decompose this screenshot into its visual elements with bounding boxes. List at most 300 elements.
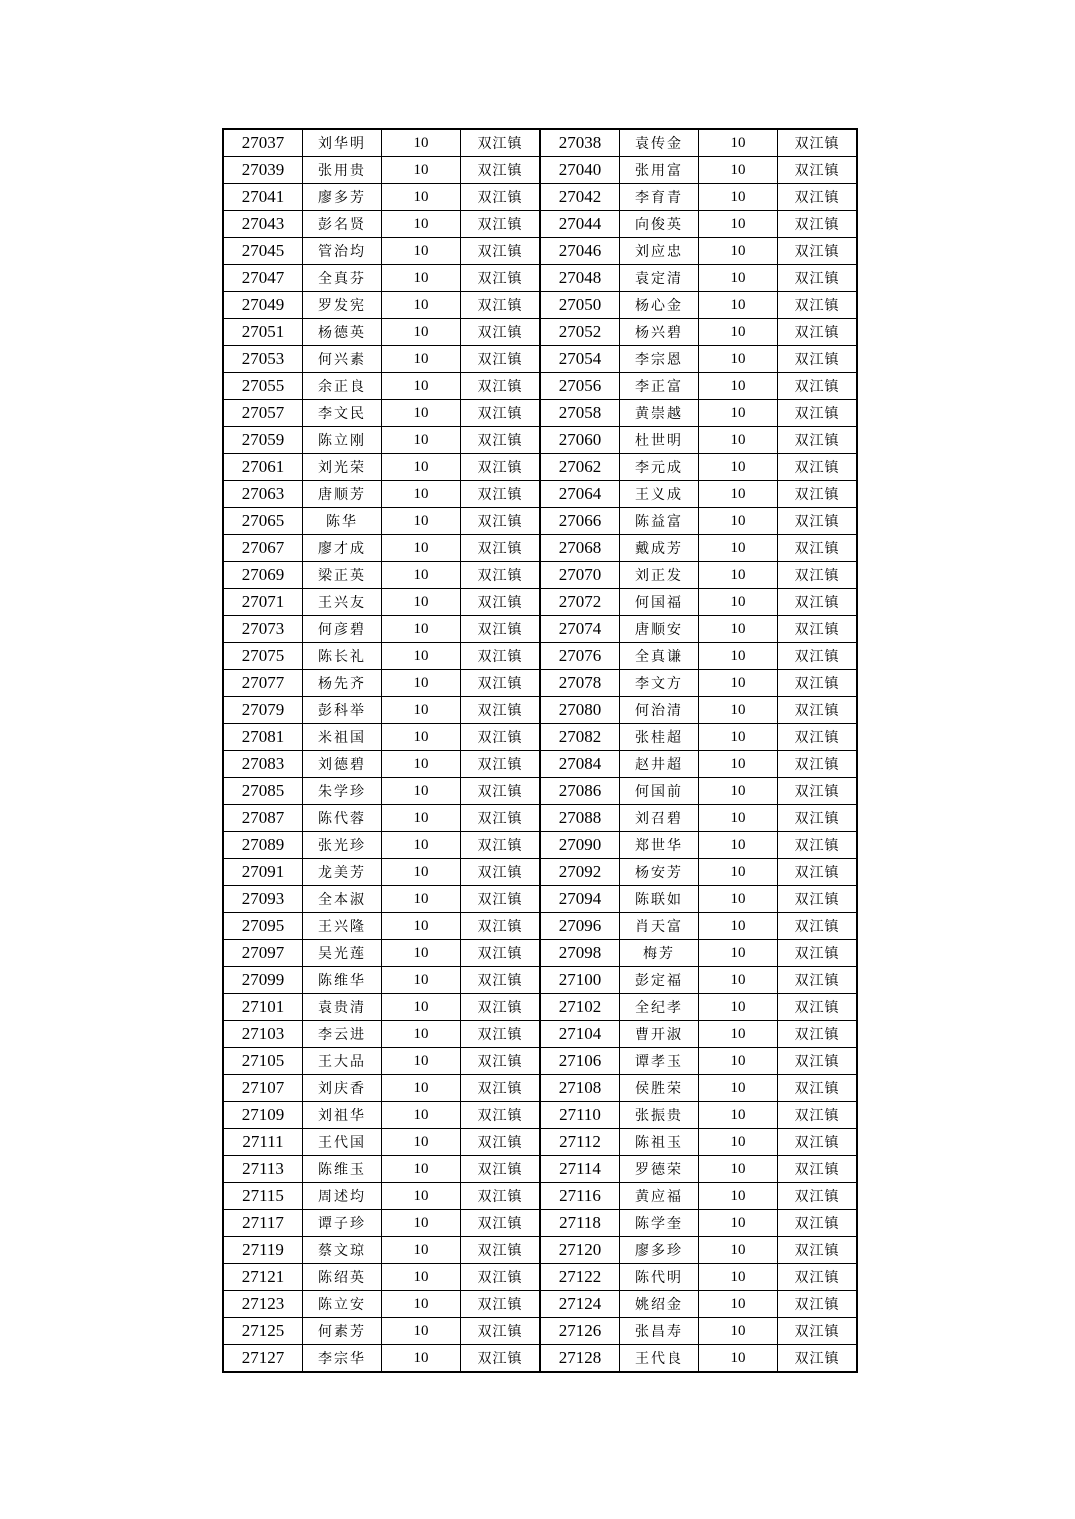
- table-row: [223, 184, 857, 211]
- right-town-cell: 双江镇: [778, 400, 858, 427]
- table-row: [223, 1264, 857, 1291]
- right-id-cell: 27088: [540, 805, 620, 832]
- right-town-cell: 双江镇: [778, 1291, 858, 1318]
- left-id-cell: 27101: [223, 994, 303, 1021]
- left-name-cell: 全本淑: [303, 886, 382, 913]
- table-row: [223, 643, 857, 670]
- left-name-cell: 刘庆香: [303, 1075, 382, 1102]
- left-town-cell: 双江镇: [461, 724, 541, 751]
- right-name-cell: 张昌寿: [620, 1318, 699, 1345]
- left-town-cell: 双江镇: [461, 1318, 541, 1345]
- left-id-cell: 27087: [223, 805, 303, 832]
- right-id-cell: 27102: [540, 994, 620, 1021]
- left-town-cell: 双江镇: [461, 1264, 541, 1291]
- right-id-cell: 27052: [540, 319, 620, 346]
- left-name-cell: 陈维玉: [303, 1156, 382, 1183]
- right-id-cell: 27094: [540, 886, 620, 913]
- table-row: [223, 292, 857, 319]
- left-amount-cell: 10: [382, 481, 461, 508]
- left-amount-cell: 10: [382, 1264, 461, 1291]
- right-name-cell: 杨兴碧: [620, 319, 699, 346]
- left-name-cell: 陈代蓉: [303, 805, 382, 832]
- right-amount-cell: 10: [699, 1237, 778, 1264]
- left-amount-cell: 10: [382, 616, 461, 643]
- left-name-cell: 全真芬: [303, 265, 382, 292]
- right-name-cell: 刘正发: [620, 562, 699, 589]
- left-amount-cell: 10: [382, 1102, 461, 1129]
- left-id-cell: 27057: [223, 400, 303, 427]
- left-town-cell: 双江镇: [461, 1291, 541, 1318]
- right-id-cell: 27108: [540, 1075, 620, 1102]
- right-name-cell: 陈联如: [620, 886, 699, 913]
- left-id-cell: 27121: [223, 1264, 303, 1291]
- left-town-cell: 双江镇: [461, 994, 541, 1021]
- left-town-cell: 双江镇: [461, 1237, 541, 1264]
- left-name-cell: 余正良: [303, 373, 382, 400]
- left-id-cell: 27069: [223, 562, 303, 589]
- left-id-cell: 27047: [223, 265, 303, 292]
- left-name-cell: 何彦碧: [303, 616, 382, 643]
- right-id-cell: 27090: [540, 832, 620, 859]
- right-amount-cell: 10: [699, 967, 778, 994]
- right-id-cell: 27100: [540, 967, 620, 994]
- left-amount-cell: 10: [382, 886, 461, 913]
- right-id-cell: 27068: [540, 535, 620, 562]
- right-town-cell: 双江镇: [778, 1318, 858, 1345]
- right-town-cell: 双江镇: [778, 454, 858, 481]
- left-town-cell: 双江镇: [461, 805, 541, 832]
- right-amount-cell: 10: [699, 589, 778, 616]
- left-id-cell: 27105: [223, 1048, 303, 1075]
- table-row: [223, 1345, 857, 1373]
- right-amount-cell: 10: [699, 913, 778, 940]
- left-town-cell: 双江镇: [461, 1048, 541, 1075]
- right-id-cell: 27080: [540, 697, 620, 724]
- right-name-cell: 李宗恩: [620, 346, 699, 373]
- left-id-cell: 27107: [223, 1075, 303, 1102]
- right-id-cell: 27050: [540, 292, 620, 319]
- right-id-cell: 27084: [540, 751, 620, 778]
- table-row: [223, 751, 857, 778]
- right-amount-cell: 10: [699, 1021, 778, 1048]
- right-town-cell: 双江镇: [778, 562, 858, 589]
- left-name-cell: 陈长礼: [303, 643, 382, 670]
- right-name-cell: 黄崇越: [620, 400, 699, 427]
- left-id-cell: 27119: [223, 1237, 303, 1264]
- table-row: [223, 1210, 857, 1237]
- right-name-cell: 袁定清: [620, 265, 699, 292]
- right-amount-cell: 10: [699, 1129, 778, 1156]
- right-town-cell: 双江镇: [778, 859, 858, 886]
- left-amount-cell: 10: [382, 319, 461, 346]
- left-amount-cell: 10: [382, 562, 461, 589]
- right-id-cell: 27098: [540, 940, 620, 967]
- right-id-cell: 27104: [540, 1021, 620, 1048]
- table-row: [223, 319, 857, 346]
- left-name-cell: 刘德碧: [303, 751, 382, 778]
- right-town-cell: 双江镇: [778, 427, 858, 454]
- table-row: [223, 373, 857, 400]
- left-amount-cell: 10: [382, 346, 461, 373]
- right-amount-cell: 10: [699, 832, 778, 859]
- right-name-cell: 陈代明: [620, 1264, 699, 1291]
- left-id-cell: 27075: [223, 643, 303, 670]
- left-id-cell: 27051: [223, 319, 303, 346]
- right-town-cell: 双江镇: [778, 913, 858, 940]
- left-town-cell: 双江镇: [461, 427, 541, 454]
- right-id-cell: 27054: [540, 346, 620, 373]
- roster-table: [222, 128, 858, 1373]
- left-name-cell: 谭子珍: [303, 1210, 382, 1237]
- left-id-cell: 27071: [223, 589, 303, 616]
- table-row: [223, 211, 857, 238]
- left-town-cell: 双江镇: [461, 643, 541, 670]
- left-amount-cell: 10: [382, 508, 461, 535]
- right-amount-cell: 10: [699, 697, 778, 724]
- right-id-cell: 27122: [540, 1264, 620, 1291]
- right-id-cell: 27128: [540, 1345, 620, 1373]
- left-id-cell: 27081: [223, 724, 303, 751]
- left-town-cell: 双江镇: [461, 886, 541, 913]
- left-id-cell: 27065: [223, 508, 303, 535]
- right-id-cell: 27058: [540, 400, 620, 427]
- right-name-cell: 刘应忠: [620, 238, 699, 265]
- right-name-cell: 谭孝玉: [620, 1048, 699, 1075]
- left-amount-cell: 10: [382, 1183, 461, 1210]
- left-name-cell: 廖才成: [303, 535, 382, 562]
- left-name-cell: 梁正英: [303, 562, 382, 589]
- right-town-cell: 双江镇: [778, 481, 858, 508]
- right-amount-cell: 10: [699, 1210, 778, 1237]
- right-id-cell: 27086: [540, 778, 620, 805]
- left-town-cell: 双江镇: [461, 1102, 541, 1129]
- left-town-cell: 双江镇: [461, 1210, 541, 1237]
- right-town-cell: 双江镇: [778, 508, 858, 535]
- left-amount-cell: 10: [382, 1156, 461, 1183]
- right-name-cell: 王义成: [620, 481, 699, 508]
- left-amount-cell: 10: [382, 859, 461, 886]
- right-town-cell: 双江镇: [778, 292, 858, 319]
- left-id-cell: 27117: [223, 1210, 303, 1237]
- table-row: [223, 481, 857, 508]
- table-row: [223, 454, 857, 481]
- left-id-cell: 27073: [223, 616, 303, 643]
- right-name-cell: 张桂超: [620, 724, 699, 751]
- right-amount-cell: 10: [699, 940, 778, 967]
- right-amount-cell: 10: [699, 778, 778, 805]
- left-amount-cell: 10: [382, 1129, 461, 1156]
- right-id-cell: 27116: [540, 1183, 620, 1210]
- left-town-cell: 双江镇: [461, 292, 541, 319]
- right-id-cell: 27074: [540, 616, 620, 643]
- right-name-cell: 杜世明: [620, 427, 699, 454]
- right-town-cell: 双江镇: [778, 535, 858, 562]
- table-row: [223, 157, 857, 184]
- left-amount-cell: 10: [382, 1237, 461, 1264]
- left-amount-cell: 10: [382, 1075, 461, 1102]
- left-id-cell: 27113: [223, 1156, 303, 1183]
- right-town-cell: 双江镇: [778, 211, 858, 238]
- right-amount-cell: 10: [699, 994, 778, 1021]
- right-town-cell: 双江镇: [778, 373, 858, 400]
- table-row: [223, 805, 857, 832]
- right-town-cell: 双江镇: [778, 1264, 858, 1291]
- left-name-cell: 何兴素: [303, 346, 382, 373]
- right-id-cell: 27076: [540, 643, 620, 670]
- table-row: [223, 1318, 857, 1345]
- right-amount-cell: 10: [699, 805, 778, 832]
- right-town-cell: 双江镇: [778, 670, 858, 697]
- left-id-cell: 27049: [223, 292, 303, 319]
- right-amount-cell: 10: [699, 427, 778, 454]
- left-id-cell: 27127: [223, 1345, 303, 1373]
- right-amount-cell: 10: [699, 211, 778, 238]
- right-id-cell: 27096: [540, 913, 620, 940]
- right-town-cell: 双江镇: [778, 643, 858, 670]
- left-name-cell: 刘祖华: [303, 1102, 382, 1129]
- left-id-cell: 27041: [223, 184, 303, 211]
- right-amount-cell: 10: [699, 1318, 778, 1345]
- right-town-cell: 双江镇: [778, 1129, 858, 1156]
- left-town-cell: 双江镇: [461, 1345, 541, 1373]
- left-amount-cell: 10: [382, 454, 461, 481]
- left-amount-cell: 10: [382, 697, 461, 724]
- right-town-cell: 双江镇: [778, 940, 858, 967]
- right-amount-cell: 10: [699, 265, 778, 292]
- left-amount-cell: 10: [382, 940, 461, 967]
- left-id-cell: 27079: [223, 697, 303, 724]
- left-name-cell: 王大品: [303, 1048, 382, 1075]
- roster-table-body: [223, 129, 857, 1372]
- right-name-cell: 向俊英: [620, 211, 699, 238]
- right-name-cell: 黄应福: [620, 1183, 699, 1210]
- right-amount-cell: 10: [699, 1291, 778, 1318]
- left-amount-cell: 10: [382, 751, 461, 778]
- right-town-cell: 双江镇: [778, 724, 858, 751]
- left-town-cell: 双江镇: [461, 1021, 541, 1048]
- left-id-cell: 27089: [223, 832, 303, 859]
- table-row: [223, 1075, 857, 1102]
- left-amount-cell: 10: [382, 400, 461, 427]
- left-name-cell: 唐顺芳: [303, 481, 382, 508]
- right-amount-cell: 10: [699, 751, 778, 778]
- right-town-cell: 双江镇: [778, 1210, 858, 1237]
- right-town-cell: 双江镇: [778, 994, 858, 1021]
- left-town-cell: 双江镇: [461, 859, 541, 886]
- right-town-cell: 双江镇: [778, 832, 858, 859]
- right-amount-cell: 10: [699, 535, 778, 562]
- table-row: [223, 1021, 857, 1048]
- right-amount-cell: 10: [699, 292, 778, 319]
- left-name-cell: 张用贵: [303, 157, 382, 184]
- left-id-cell: 27039: [223, 157, 303, 184]
- right-name-cell: 罗德荣: [620, 1156, 699, 1183]
- left-id-cell: 27099: [223, 967, 303, 994]
- right-id-cell: 27048: [540, 265, 620, 292]
- left-town-cell: 双江镇: [461, 751, 541, 778]
- left-name-cell: 李云进: [303, 1021, 382, 1048]
- table-row: [223, 427, 857, 454]
- right-amount-cell: 10: [699, 886, 778, 913]
- right-amount-cell: 10: [699, 1345, 778, 1373]
- right-id-cell: 27040: [540, 157, 620, 184]
- left-town-cell: 双江镇: [461, 238, 541, 265]
- right-town-cell: 双江镇: [778, 1183, 858, 1210]
- right-amount-cell: 10: [699, 454, 778, 481]
- left-id-cell: 27109: [223, 1102, 303, 1129]
- left-name-cell: 管治均: [303, 238, 382, 265]
- left-name-cell: 杨先齐: [303, 670, 382, 697]
- right-id-cell: 27112: [540, 1129, 620, 1156]
- left-amount-cell: 10: [382, 913, 461, 940]
- table-row: [223, 238, 857, 265]
- left-amount-cell: 10: [382, 643, 461, 670]
- right-amount-cell: 10: [699, 184, 778, 211]
- right-name-cell: 廖多珍: [620, 1237, 699, 1264]
- right-name-cell: 杨心金: [620, 292, 699, 319]
- left-name-cell: 何素芳: [303, 1318, 382, 1345]
- left-amount-cell: 10: [382, 211, 461, 238]
- left-amount-cell: 10: [382, 1210, 461, 1237]
- right-town-cell: 双江镇: [778, 751, 858, 778]
- left-amount-cell: 10: [382, 129, 461, 157]
- left-name-cell: 廖多芳: [303, 184, 382, 211]
- left-town-cell: 双江镇: [461, 129, 541, 157]
- left-amount-cell: 10: [382, 1345, 461, 1373]
- right-town-cell: 双江镇: [778, 1102, 858, 1129]
- table-row: [223, 129, 857, 157]
- left-town-cell: 双江镇: [461, 535, 541, 562]
- left-town-cell: 双江镇: [461, 913, 541, 940]
- right-amount-cell: 10: [699, 1183, 778, 1210]
- right-name-cell: 何国前: [620, 778, 699, 805]
- left-id-cell: 27085: [223, 778, 303, 805]
- left-town-cell: 双江镇: [461, 346, 541, 373]
- right-name-cell: 彭定福: [620, 967, 699, 994]
- right-amount-cell: 10: [699, 670, 778, 697]
- left-name-cell: 陈绍英: [303, 1264, 382, 1291]
- left-town-cell: 双江镇: [461, 481, 541, 508]
- right-amount-cell: 10: [699, 346, 778, 373]
- right-name-cell: 何治清: [620, 697, 699, 724]
- left-id-cell: 27111: [223, 1129, 303, 1156]
- right-town-cell: 双江镇: [778, 1048, 858, 1075]
- left-name-cell: 刘华明: [303, 129, 382, 157]
- right-town-cell: 双江镇: [778, 697, 858, 724]
- left-amount-cell: 10: [382, 1048, 461, 1075]
- right-name-cell: 曹开淑: [620, 1021, 699, 1048]
- right-amount-cell: 10: [699, 238, 778, 265]
- right-amount-cell: 10: [699, 562, 778, 589]
- left-id-cell: 27093: [223, 886, 303, 913]
- left-id-cell: 27115: [223, 1183, 303, 1210]
- left-town-cell: 双江镇: [461, 211, 541, 238]
- table-row: [223, 778, 857, 805]
- right-id-cell: 27046: [540, 238, 620, 265]
- left-amount-cell: 10: [382, 292, 461, 319]
- right-amount-cell: 10: [699, 1075, 778, 1102]
- table-row: [223, 562, 857, 589]
- table-row: [223, 1102, 857, 1129]
- table-row: [223, 994, 857, 1021]
- table-row: [223, 967, 857, 994]
- left-town-cell: 双江镇: [461, 940, 541, 967]
- left-name-cell: 王兴友: [303, 589, 382, 616]
- left-town-cell: 双江镇: [461, 589, 541, 616]
- table-row: [223, 508, 857, 535]
- right-name-cell: 赵井超: [620, 751, 699, 778]
- left-id-cell: 27125: [223, 1318, 303, 1345]
- right-id-cell: 27120: [540, 1237, 620, 1264]
- left-name-cell: 陈立安: [303, 1291, 382, 1318]
- right-town-cell: 双江镇: [778, 346, 858, 373]
- table-row: [223, 1291, 857, 1318]
- right-town-cell: 双江镇: [778, 805, 858, 832]
- left-name-cell: 蔡文琼: [303, 1237, 382, 1264]
- left-name-cell: 张光珍: [303, 832, 382, 859]
- right-id-cell: 27044: [540, 211, 620, 238]
- right-id-cell: 27064: [540, 481, 620, 508]
- right-id-cell: 27060: [540, 427, 620, 454]
- right-name-cell: 李元成: [620, 454, 699, 481]
- right-id-cell: 27126: [540, 1318, 620, 1345]
- left-amount-cell: 10: [382, 778, 461, 805]
- left-id-cell: 27077: [223, 670, 303, 697]
- right-town-cell: 双江镇: [778, 1237, 858, 1264]
- right-id-cell: 27056: [540, 373, 620, 400]
- left-amount-cell: 10: [382, 184, 461, 211]
- left-id-cell: 27103: [223, 1021, 303, 1048]
- right-name-cell: 陈学奎: [620, 1210, 699, 1237]
- left-name-cell: 王兴隆: [303, 913, 382, 940]
- left-name-cell: 李文民: [303, 400, 382, 427]
- right-name-cell: 郑世华: [620, 832, 699, 859]
- left-id-cell: 27061: [223, 454, 303, 481]
- right-name-cell: 刘召碧: [620, 805, 699, 832]
- left-id-cell: 27037: [223, 129, 303, 157]
- left-name-cell: 米祖国: [303, 724, 382, 751]
- right-town-cell: 双江镇: [778, 238, 858, 265]
- table-row: [223, 400, 857, 427]
- right-name-cell: 陈益富: [620, 508, 699, 535]
- left-amount-cell: 10: [382, 238, 461, 265]
- left-town-cell: 双江镇: [461, 319, 541, 346]
- left-amount-cell: 10: [382, 1318, 461, 1345]
- right-name-cell: 张用富: [620, 157, 699, 184]
- table-row: [223, 1156, 857, 1183]
- left-name-cell: 袁贵清: [303, 994, 382, 1021]
- left-town-cell: 双江镇: [461, 1075, 541, 1102]
- table-row: [223, 589, 857, 616]
- left-name-cell: 陈维华: [303, 967, 382, 994]
- right-town-cell: 双江镇: [778, 1021, 858, 1048]
- left-id-cell: 27059: [223, 427, 303, 454]
- right-town-cell: 双江镇: [778, 886, 858, 913]
- left-amount-cell: 10: [382, 805, 461, 832]
- left-town-cell: 双江镇: [461, 265, 541, 292]
- right-town-cell: 双江镇: [778, 184, 858, 211]
- right-name-cell: 肖天富: [620, 913, 699, 940]
- left-id-cell: 27055: [223, 373, 303, 400]
- left-town-cell: 双江镇: [461, 832, 541, 859]
- left-name-cell: 刘光荣: [303, 454, 382, 481]
- right-name-cell: 戴成芳: [620, 535, 699, 562]
- right-id-cell: 27110: [540, 1102, 620, 1129]
- right-name-cell: 陈祖玉: [620, 1129, 699, 1156]
- left-amount-cell: 10: [382, 967, 461, 994]
- left-id-cell: 27053: [223, 346, 303, 373]
- table-row: [223, 859, 857, 886]
